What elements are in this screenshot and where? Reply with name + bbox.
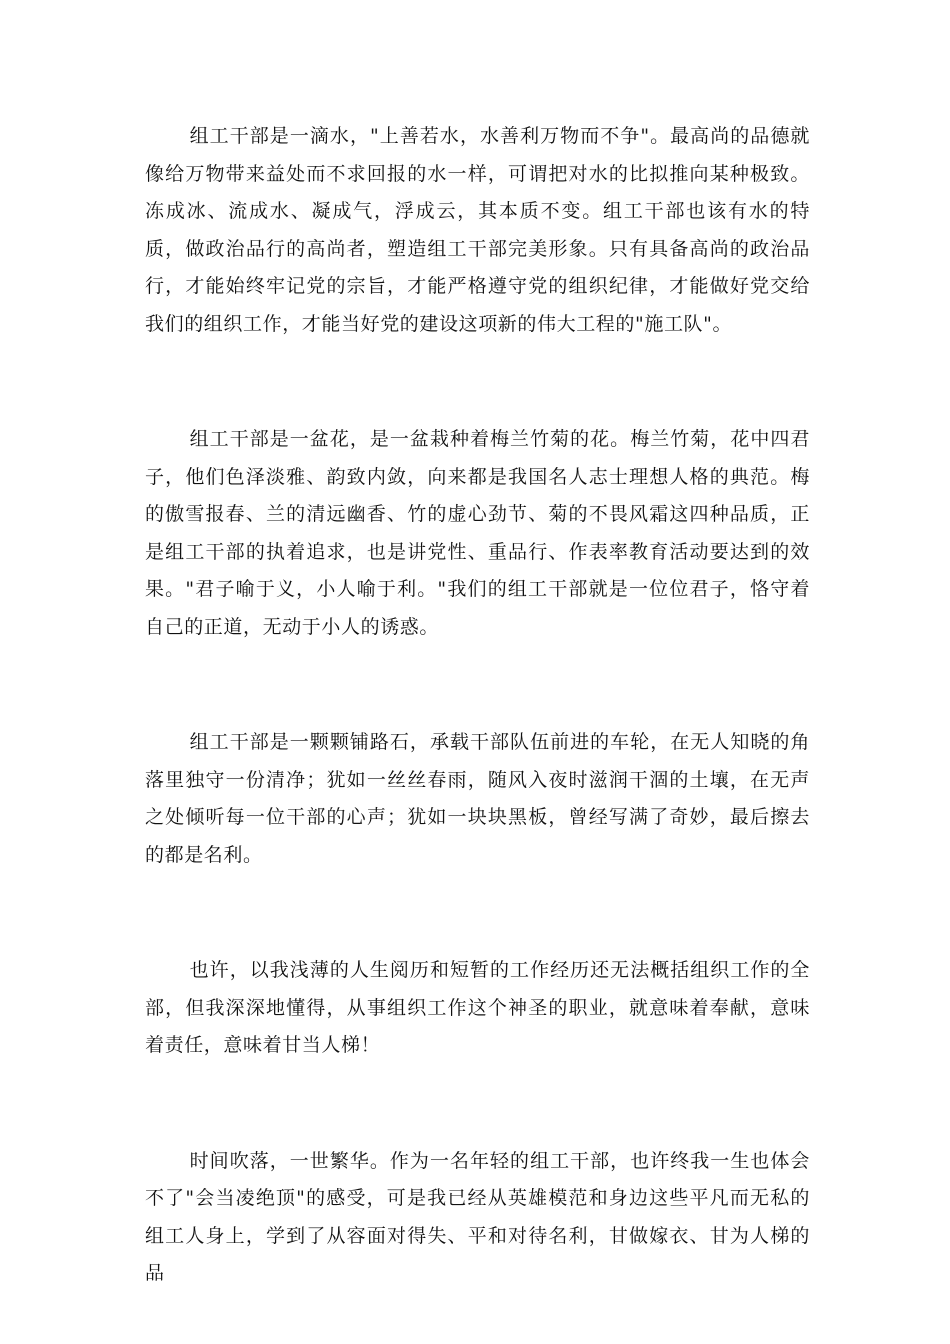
paragraph-time: 时间吹落，一世繁华。作为一名年轻的组工干部，也许终我一生也体会不了"会当凌绝顶"的感受，可是我已经从英雄模范和身边这些平凡而无私的组工人身上，学到了从容面对得失、平和对待名利，甘做嫁衣、甘为人梯的品 (145, 1149, 810, 1284)
paragraph-water: 组工干部是一滴水，"上善若水，水善利万物而不争"。最高尚的品德就像给万物带来益处而不求回报的水一样，可谓把对水的比拟推向某种极致。冻成冰、流成水、凝成气，浮成云，其本质不变。组工干部也该有水的特质，做政治品行的高尚者，塑造组工干部完美形象。只有具备高尚的政治品行，才能始终牢记党的宗旨，才能严格遵守党的组织纪律，才能做好党交给我们的组织工作，才能当好党的建设这项新的伟大工程的"施工队"。 (145, 125, 810, 335)
paragraph-spacer (145, 343, 810, 421)
paragraph-spacer (145, 1065, 810, 1143)
paragraph-dedication: 也许，以我浅薄的人生阅历和短暂的工作经历还无法概括组织工作的全部，但我深深地懂得，从事组织工作这个神圣的职业，就意味着奉献，意味着责任，意味着甘当人梯！ (145, 959, 810, 1056)
paragraph-flower: 组工干部是一盆花，是一盆栽种着梅兰竹菊的花。梅兰竹菊，花中四君子，他们色泽淡雅、韵致内敛，向来都是我国名人志士理想人格的典范。梅的傲雪报春、兰的清远幽香、竹的虚心劲节、菊的不畏风霜这四种品质，正是组工干部的执着追求，也是讲党性、重品行、作表率教育活动要达到的效果。"君子喻于义，小人喻于利。"我们的组工干部就是一位位君子，恪守着自己的正道，无动于小人的诱惑。 (145, 428, 810, 638)
document-body (145, 118, 810, 1293)
paragraph-spacer (145, 646, 810, 724)
paragraph-spacer (145, 874, 810, 952)
paragraph-paving-stone: 组工干部是一颗颗铺路石，承载干部队伍前进的车轮，在无人知晓的角落里独守一份清净；犹如一丝丝春雨，随风入夜时滋润干涸的土壤，在无声之处倾听每一位干部的心声；犹如一块块黑板，曾经写满了奇妙，最后擦去的都是名利。 (145, 731, 810, 866)
